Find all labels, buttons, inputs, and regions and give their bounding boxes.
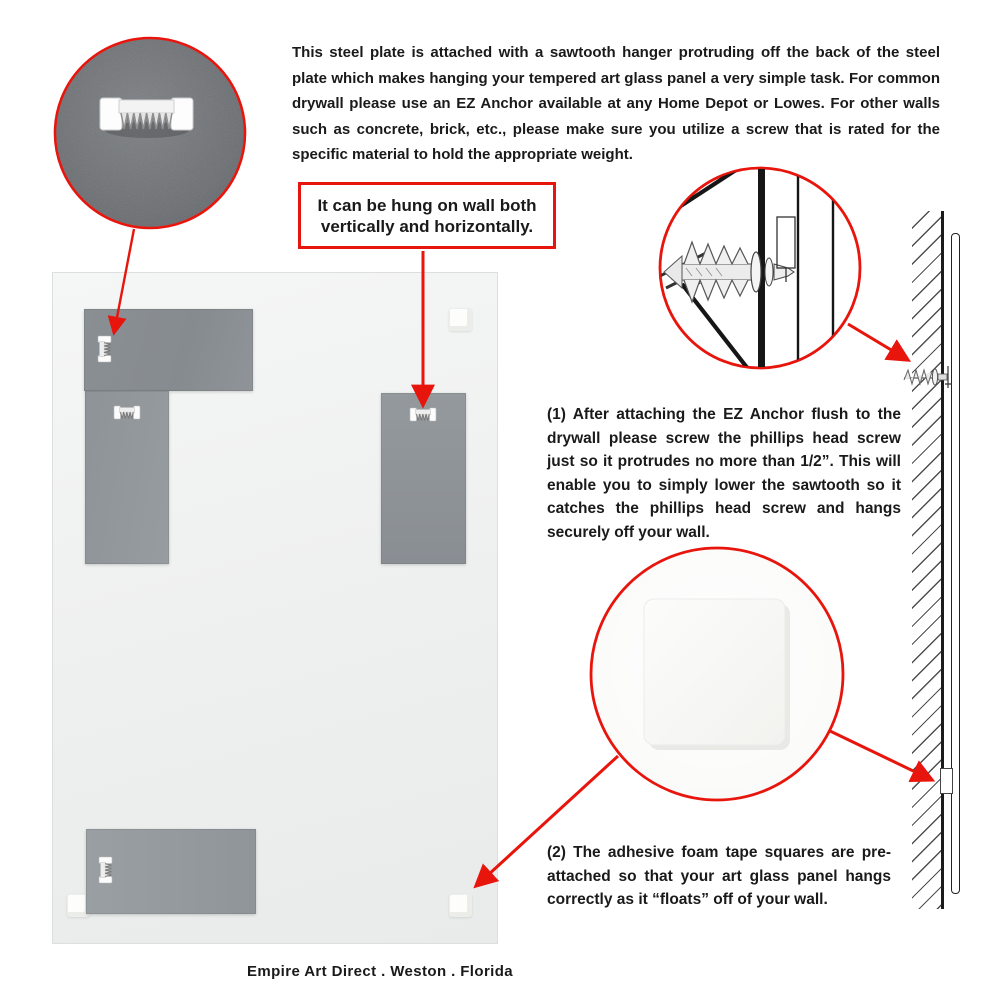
panel-side-profile (951, 233, 960, 894)
intro-paragraph: This steel plate is attached with a sawtooth hanger protruding off the back of the steel plate which makes hanging your tempered art glass panel a very simple task. For common drywall please use an EZ Anchor available at any Home Depot or Lowes. For other walls such as concrete, brick, etc., please make sure you utilize a screw that is rated for the specific material to hold the appropriate weight. (292, 44, 940, 163)
foam-tape-closeup-circle (588, 545, 846, 803)
wall-side-view (876, 205, 1000, 917)
foam-square-icon (449, 894, 472, 917)
steel-plate-top (84, 309, 253, 391)
orientation-callout-box (298, 182, 556, 249)
foam-tape-square-icon (644, 599, 790, 750)
foam-square-icon (449, 308, 472, 331)
steel-plate-right (381, 393, 466, 564)
wall-foam-square (940, 768, 953, 794)
wall-line (941, 211, 944, 909)
footer-brand-line: Empire Art Direct . Weston . Florida (246, 963, 514, 980)
panel-back-view (52, 272, 498, 944)
wall-anchor-icon (898, 358, 954, 398)
step1-text: (1) After attaching the EZ Anchor flush to the drywall please screw the phillips head screw just so it protrudes no more than 1/2”. This will enable you to simply lower the sawtooth so it catches the phillips head screw and hangs securely off your wall. (547, 406, 901, 541)
steel-plate-bottom (86, 829, 256, 914)
wall-hatching (912, 211, 942, 909)
steel-plate-left (85, 391, 169, 564)
orientation-callout-text: It can be hung on wall both vertically and horizontally. (317, 195, 537, 236)
sawtooth-closeup-circle (51, 34, 249, 232)
step2-text: (2) The adhesive foam tape squares are pre-attached so that your art glass panel hangs correctly as it “floats” off of your wall. (547, 844, 891, 909)
ez-anchor-closeup-circle (656, 164, 864, 372)
